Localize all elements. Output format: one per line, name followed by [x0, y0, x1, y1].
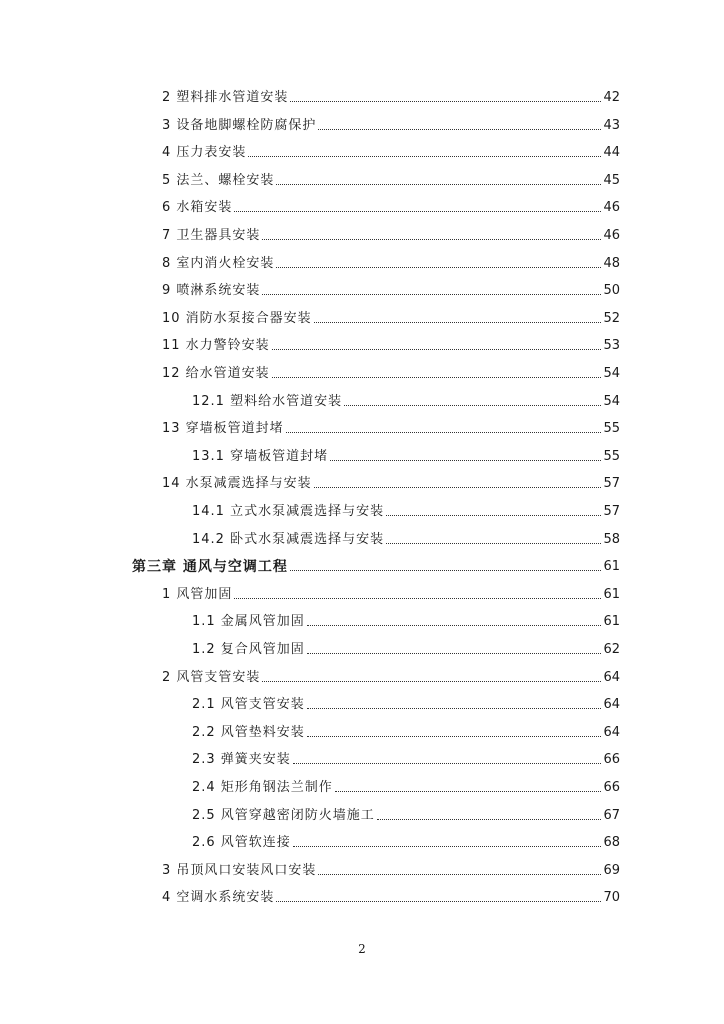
toc-leader-dots [386, 542, 601, 544]
toc-entry-page-number: 46 [603, 228, 620, 243]
toc-entry-page-number: 66 [603, 780, 620, 795]
toc-leader-dots [330, 459, 601, 461]
toc-entry[interactable] [192, 612, 620, 630]
toc-leader-dots [272, 376, 602, 378]
toc-entry-title: 7 卫生器具安装 [162, 228, 261, 243]
toc-entry-page-number: 61 [603, 559, 620, 575]
toc-entry[interactable] [162, 888, 620, 906]
toc-entry-title: 14.1 立式水泵减震选择与安装 [192, 504, 385, 519]
toc-entry[interactable] [162, 336, 620, 354]
toc-leader-dots [286, 431, 602, 433]
toc-entry-title: 3 设备地脚螺栓防腐保护 [162, 117, 317, 133]
toc-entry-title: 1.1 金属风管加固 [192, 614, 305, 630]
toc-entry-title: 13.1 穿墙板管道封堵 [192, 448, 329, 464]
toc-entry-title: 14.2 卧式水泵减震选择与安装 [192, 531, 385, 547]
toc-leader-dots [293, 845, 602, 847]
toc-entry-page-number: 69 [603, 862, 620, 878]
toc-entry-title: 2.6 风管软连接 [192, 835, 291, 851]
toc-entry-page-number: 48 [603, 255, 620, 271]
toc-leader-dots [290, 569, 602, 571]
toc-leader-dots [377, 818, 602, 820]
toc-entry-title: 1.2 复合风管加固 [192, 642, 305, 657]
toc-entry-title: 12.1 塑料给水管道安装 [192, 393, 343, 409]
toc-leader-dots [276, 900, 601, 902]
toc-entry-page-number: 57 [603, 504, 620, 519]
toc-entry-title: 4 压力表安装 [162, 145, 247, 161]
toc-leader-dots [234, 597, 601, 599]
toc-entry-page-number: 61 [603, 614, 620, 630]
toc-entry-title: 12 给水管道安装 [162, 366, 270, 381]
toc-entry[interactable] [192, 502, 620, 520]
toc-leader-dots [293, 762, 602, 764]
toc-leader-dots [234, 210, 601, 212]
toc-entry-title: 2.3 弹簧夹安装 [192, 752, 291, 768]
toc-entry-title: 6 水箱安装 [162, 200, 233, 216]
toc-entry-title: 2.1 风管支管安装 [192, 697, 305, 713]
toc-leader-dots [262, 293, 601, 295]
toc-entry[interactable] [192, 392, 620, 410]
toc-entry-page-number: 68 [603, 835, 620, 851]
toc-entry[interactable] [192, 530, 620, 548]
toc-leader-dots [248, 155, 601, 157]
toc-entry-title: 2.4 矩形角钢法兰制作 [192, 780, 333, 795]
toc-leader-dots [335, 790, 602, 792]
toc-leader-dots [272, 348, 602, 350]
toc-entry-title: 2.5 风管穿越密闭防火墙施工 [192, 807, 375, 823]
toc-entry-page-number: 64 [603, 697, 620, 713]
toc-entry[interactable] [162, 364, 620, 382]
toc-leader-dots [318, 873, 601, 875]
toc-entry[interactable] [162, 171, 620, 189]
toc-entry-title: 3 吊顶风口安装风口安装 [162, 862, 317, 878]
toc-entry[interactable] [162, 668, 620, 686]
toc-entry-title: 9 喷淋系统安装 [162, 283, 261, 299]
toc-leader-dots [262, 238, 601, 240]
page-number: 2 [358, 942, 366, 956]
toc-entry-page-number: 64 [603, 669, 620, 685]
toc-entry-title: 第三章 通风与空调工程 [132, 559, 288, 576]
toc-entry-page-number: 55 [603, 448, 620, 464]
toc-entry-page-number: 54 [603, 366, 620, 381]
toc-leader-dots [307, 624, 602, 626]
toc-entry[interactable] [192, 833, 620, 851]
toc-entry[interactable] [162, 143, 620, 161]
toc-entry[interactable] [192, 778, 620, 796]
toc-entry-title: 5 法兰、螺栓安装 [162, 172, 275, 188]
toc-entry-page-number: 67 [603, 807, 620, 823]
toc-entry-page-number: 70 [603, 890, 620, 906]
toc-leader-dots [307, 652, 602, 654]
toc-entry-title: 10 消防水泵接合器安装 [162, 310, 312, 326]
toc-chapter-entry[interactable] [132, 557, 620, 575]
toc-entry-page-number: 52 [603, 310, 620, 326]
toc-entry-page-number: 57 [603, 476, 620, 492]
toc-leader-dots [307, 735, 602, 737]
toc-leader-dots [386, 514, 601, 516]
toc-entry[interactable] [192, 695, 620, 713]
toc-entry[interactable] [192, 723, 620, 741]
toc-entry-title: 4 空调水系统安装 [162, 890, 275, 906]
toc-entry-title: 11 水力警铃安装 [162, 338, 270, 354]
toc-entry-page-number: 53 [603, 338, 620, 354]
toc-entry[interactable] [192, 806, 620, 824]
toc-entry[interactable] [162, 585, 620, 603]
toc-entry[interactable] [162, 254, 620, 272]
toc-entry[interactable] [162, 474, 620, 492]
toc-leader-dots [344, 404, 601, 406]
toc-entry-title: 13 穿墙板管道封堵 [162, 421, 284, 437]
toc-entry[interactable] [162, 226, 620, 244]
toc-entry-page-number: 43 [603, 117, 620, 133]
toc-entry[interactable] [162, 88, 620, 106]
toc-entry-title: 2 塑料排水管道安装 [162, 90, 289, 105]
toc-leader-dots [262, 680, 601, 682]
toc-entry-page-number: 45 [603, 172, 620, 188]
toc-entry-page-number: 64 [603, 724, 620, 740]
toc-entry[interactable] [162, 281, 620, 299]
toc-entry-page-number: 50 [603, 283, 620, 299]
toc-entry[interactable] [162, 198, 620, 216]
toc-entry-page-number: 55 [603, 421, 620, 437]
toc-entry[interactable] [162, 116, 620, 134]
toc-entry-page-number: 42 [603, 90, 620, 105]
toc-entry[interactable] [192, 640, 620, 658]
toc-leader-dots [290, 100, 601, 102]
toc-entry[interactable] [192, 447, 620, 465]
toc-entry[interactable] [162, 419, 620, 437]
toc-entry-title: 14 水泵减震选择与安装 [162, 476, 312, 492]
toc-leader-dots [314, 321, 602, 323]
toc-entry-page-number: 61 [603, 586, 620, 602]
toc-leader-dots [276, 266, 601, 268]
toc-entry-title: 1 风管加固 [162, 586, 233, 602]
toc-entry-page-number: 54 [603, 393, 620, 409]
toc-entry-title: 2 风管支管安装 [162, 669, 261, 685]
toc-entry-page-number: 44 [603, 145, 620, 161]
toc-entry-title: 8 室内消火栓安装 [162, 255, 275, 271]
toc-entry[interactable] [162, 309, 620, 327]
toc-leader-dots [276, 183, 601, 185]
toc-entry-page-number: 62 [603, 642, 620, 657]
toc-leader-dots [318, 128, 601, 130]
toc-entry-page-number: 66 [603, 752, 620, 768]
toc-leader-dots [314, 486, 602, 488]
toc-entry[interactable] [192, 750, 620, 768]
toc-entry-page-number: 46 [603, 200, 620, 216]
toc-entry-page-number: 58 [603, 531, 620, 547]
toc-entry-title: 2.2 风管垫料安装 [192, 724, 305, 740]
toc-entry[interactable] [162, 861, 620, 879]
toc-leader-dots [307, 707, 602, 709]
